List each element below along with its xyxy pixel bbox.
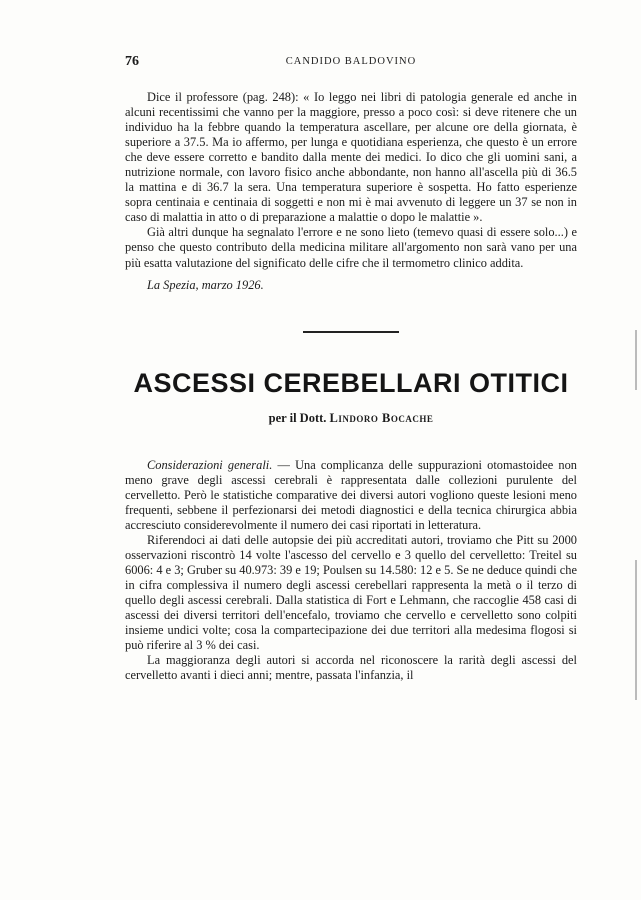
author-name: Lindoro Bocache [329,410,434,425]
paragraph-text: — Una complicanza delle suppurazioni otomastoidee non meno grave degli ascessi cerebrali è rappresentata dalle collezioni purulente del cervelletto. Però le statistiche comparative dei diversi autori vogliono queste lesioni meno frequenti, sebbene il perfezionarsi dei metodi diagnostici e della tecnica chirurgica abbia accresciuto considerevolmente il numero dei casi riportati in letteratura. [125,457,578,532]
paragraph: Riferendoci ai dati delle autopsie dei più accreditati autori, troviamo che Pitt su 2000 osservazioni riscontrò 14 volte l'ascesso del cervello e 3 quello del cervelletto: Treitel su 6006: 4 e 3; Gruber su 40.973: 39 e 19; Poulsen su 14.580: 12 e 5. Se ne deduce quindi che in cifra complessiva il numero degli ascessi cerebellari rappresenta la metà o il terzo di quello degli ascessi cerebrali. Dalla statistica di Fort e Lehmann, che raccoglie 458 casi di ascessi dei diversi territori dell'encefalo, troviamo che cervello e cervelletto sono colpiti insieme undici volte; cosa la compartecipazione dei due territori alla medesima flogosi si può riferire al 3 % dei casi. [125,532,577,653]
section-lead: Considerazioni generali. [147,457,273,472]
page-header [125,54,577,74]
running-title: CANDIDO BALDOVINO [285,56,417,67]
paragraph: La maggioranza degli autori si accorda nel riconoscere la rarità degli ascessi del cervelletto avanti i dieci anni; mentre, passata l'infanzia, il [125,653,577,683]
article-body [125,458,577,684]
byline-prefix: per il Dott. [268,410,327,425]
article-title: ASCESSI CEREBELLARI OTITICI [133,367,569,398]
previous-article-conclusion [125,90,577,293]
paragraph: Dice il professore (pag. 248): « Io leggo nei libri di patologia generale ed anche in alcuni recentissimi che vanno per la maggiore, presso a poco così: si deve ritenere che un individuo ha la febbre quando la temperatura ascellare, per alcune ore della giornata, è superiore a 37.5. Ma io affermo, per lunga e quotidiana esperienza, che questo è un errore che deve essere corretto e bandito dalla mente dei medici. Io dico che gli uomini sani, a nutrizione normale, con lavoro fisico anche abbondante, non hanno all'ascella più di 36.5 la mattina e di 36.7 la sera. Una temperatura superiore è sospetta. Ho fatto esperienze sopra centinaia e centinaia di soggetti e non mi è mai avvenuto di leggere un 37 se non in caso di malattia in atto o di preparazione a malattie o dopo le malattie ». [125,90,577,225]
scan-margin-mark [635,330,637,390]
paragraph: Già altri dunque ha segnalato l'errore e ne sono lieto (temevo quasi di essere solo...) e penso che questo contributo della medicina militare all'argomento non sarà vano per una più esatta valutazione del significato delle cifre che il termometro clinico addita. [125,225,577,270]
page-number: 76 [125,54,139,69]
dateline: La Spezia, marzo 1926. [147,277,264,292]
article-byline [125,411,577,426]
scan-margin-mark [635,560,637,700]
page-body [125,90,577,683]
paragraph [125,458,577,533]
section-divider [303,331,399,333]
